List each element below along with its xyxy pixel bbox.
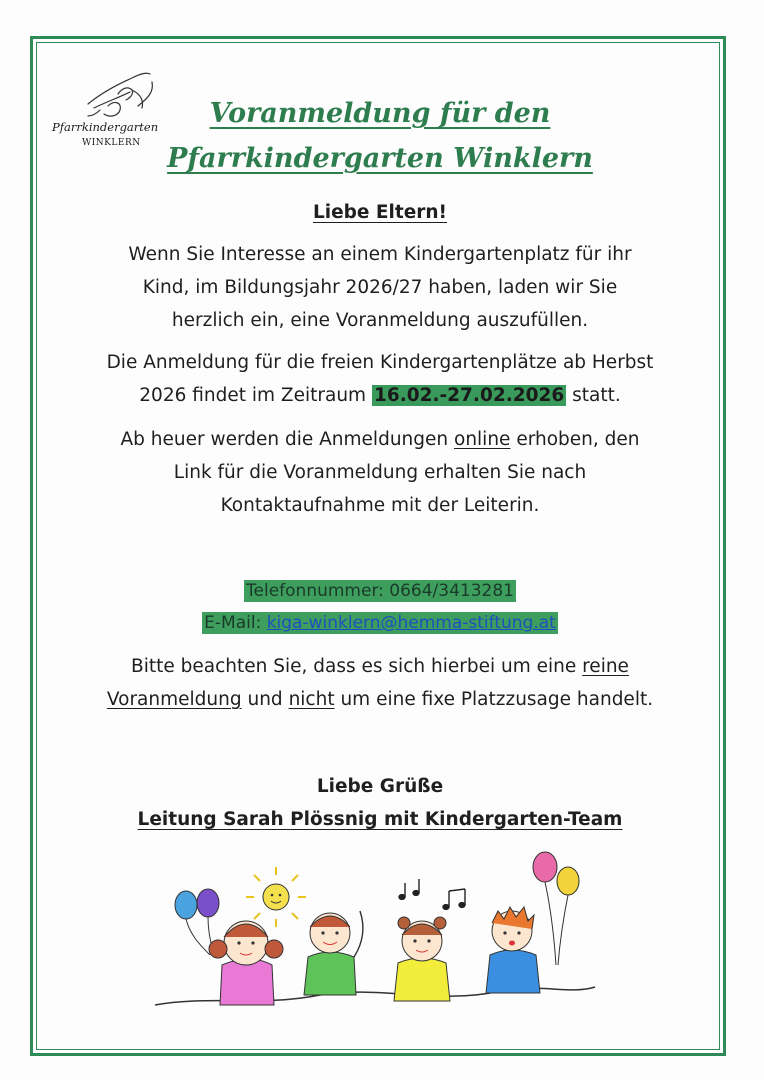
signature: Leitung Sarah Plössnig mit Kindergarten-Team	[137, 809, 623, 830]
logo-place: WINKLERN	[82, 138, 141, 148]
email-label: E-Mail:	[204, 613, 267, 633]
boy-green-figure	[304, 911, 363, 995]
phone-number: Telefonnummer: 0664/3413281	[246, 581, 514, 601]
paragraph-online-line	[60, 423, 700, 456]
paragraph-online-line: Link für die Voranmeldung erhalten Sie nach	[173, 462, 587, 483]
music-notes-icon	[399, 879, 465, 909]
notice-text-after: um eine fixe Platzzusage handelt.	[334, 689, 654, 710]
notice-line	[60, 650, 700, 683]
period-text-before: 2026 findet im Zeitraum	[139, 385, 372, 406]
email-highlight	[202, 612, 558, 634]
paragraph-intro	[60, 238, 700, 337]
title-line-2: Pfarrkindergarten Winklern	[167, 143, 593, 174]
sun-icon	[246, 867, 306, 927]
closing-greeting: Liebe Grüße	[316, 776, 444, 797]
notice-reine: reine	[582, 656, 629, 677]
paragraph-online	[60, 423, 700, 522]
paragraph-intro-line: herzlich ein, eine Voranmeldung auszufüllen.	[171, 310, 589, 331]
logo-name: Pfarrkindergarten	[52, 120, 159, 134]
online-text-before: Ab heuer werden die Anmeldungen	[120, 429, 454, 450]
email-link[interactable]: kiga-winklern@hemma-stiftung.at	[266, 613, 556, 633]
paragraph-notice	[60, 650, 700, 716]
notice-text-before: Bitte beachten Sie, dass es sich hierbei um eine	[131, 656, 583, 677]
paragraph-period	[60, 346, 700, 412]
girl-yellow-figure	[394, 917, 450, 1001]
boy-blue-figure	[486, 907, 540, 993]
notice-voranmeldung: Voranmeldung	[106, 689, 242, 710]
paragraph-period-line	[60, 379, 700, 412]
balloons-right-icon	[533, 852, 579, 965]
greeting: Liebe Eltern!	[312, 202, 447, 223]
notice-und: und	[241, 689, 289, 710]
paragraph-intro-line: Kind, im Bildungsjahr 2026/27 haben, laden wir Sie	[142, 277, 618, 298]
children-illustration	[150, 845, 600, 1020]
paragraph-period-line: Die Anmeldung für die freien Kindergartenplätze ab Herbst	[106, 352, 654, 373]
girl-pink-figure	[209, 921, 283, 1005]
email-line	[60, 609, 700, 637]
notice-nicht: nicht	[288, 689, 335, 710]
period-text-after: statt.	[566, 385, 621, 406]
online-underlined: online	[454, 429, 511, 450]
notice-line	[60, 683, 700, 716]
date-range-highlight: 16.02.-27.02.2026	[373, 385, 565, 406]
title-line-1: Voranmeldung für den	[209, 98, 551, 129]
online-text-after: erhoben, den	[510, 429, 640, 450]
paragraph-online-line: Kontaktaufnahme mit der Leiterin.	[220, 495, 540, 516]
phone-line	[60, 577, 700, 605]
paragraph-intro-line: Wenn Sie Interesse an einem Kindergartenplatz für ihr	[128, 244, 632, 265]
